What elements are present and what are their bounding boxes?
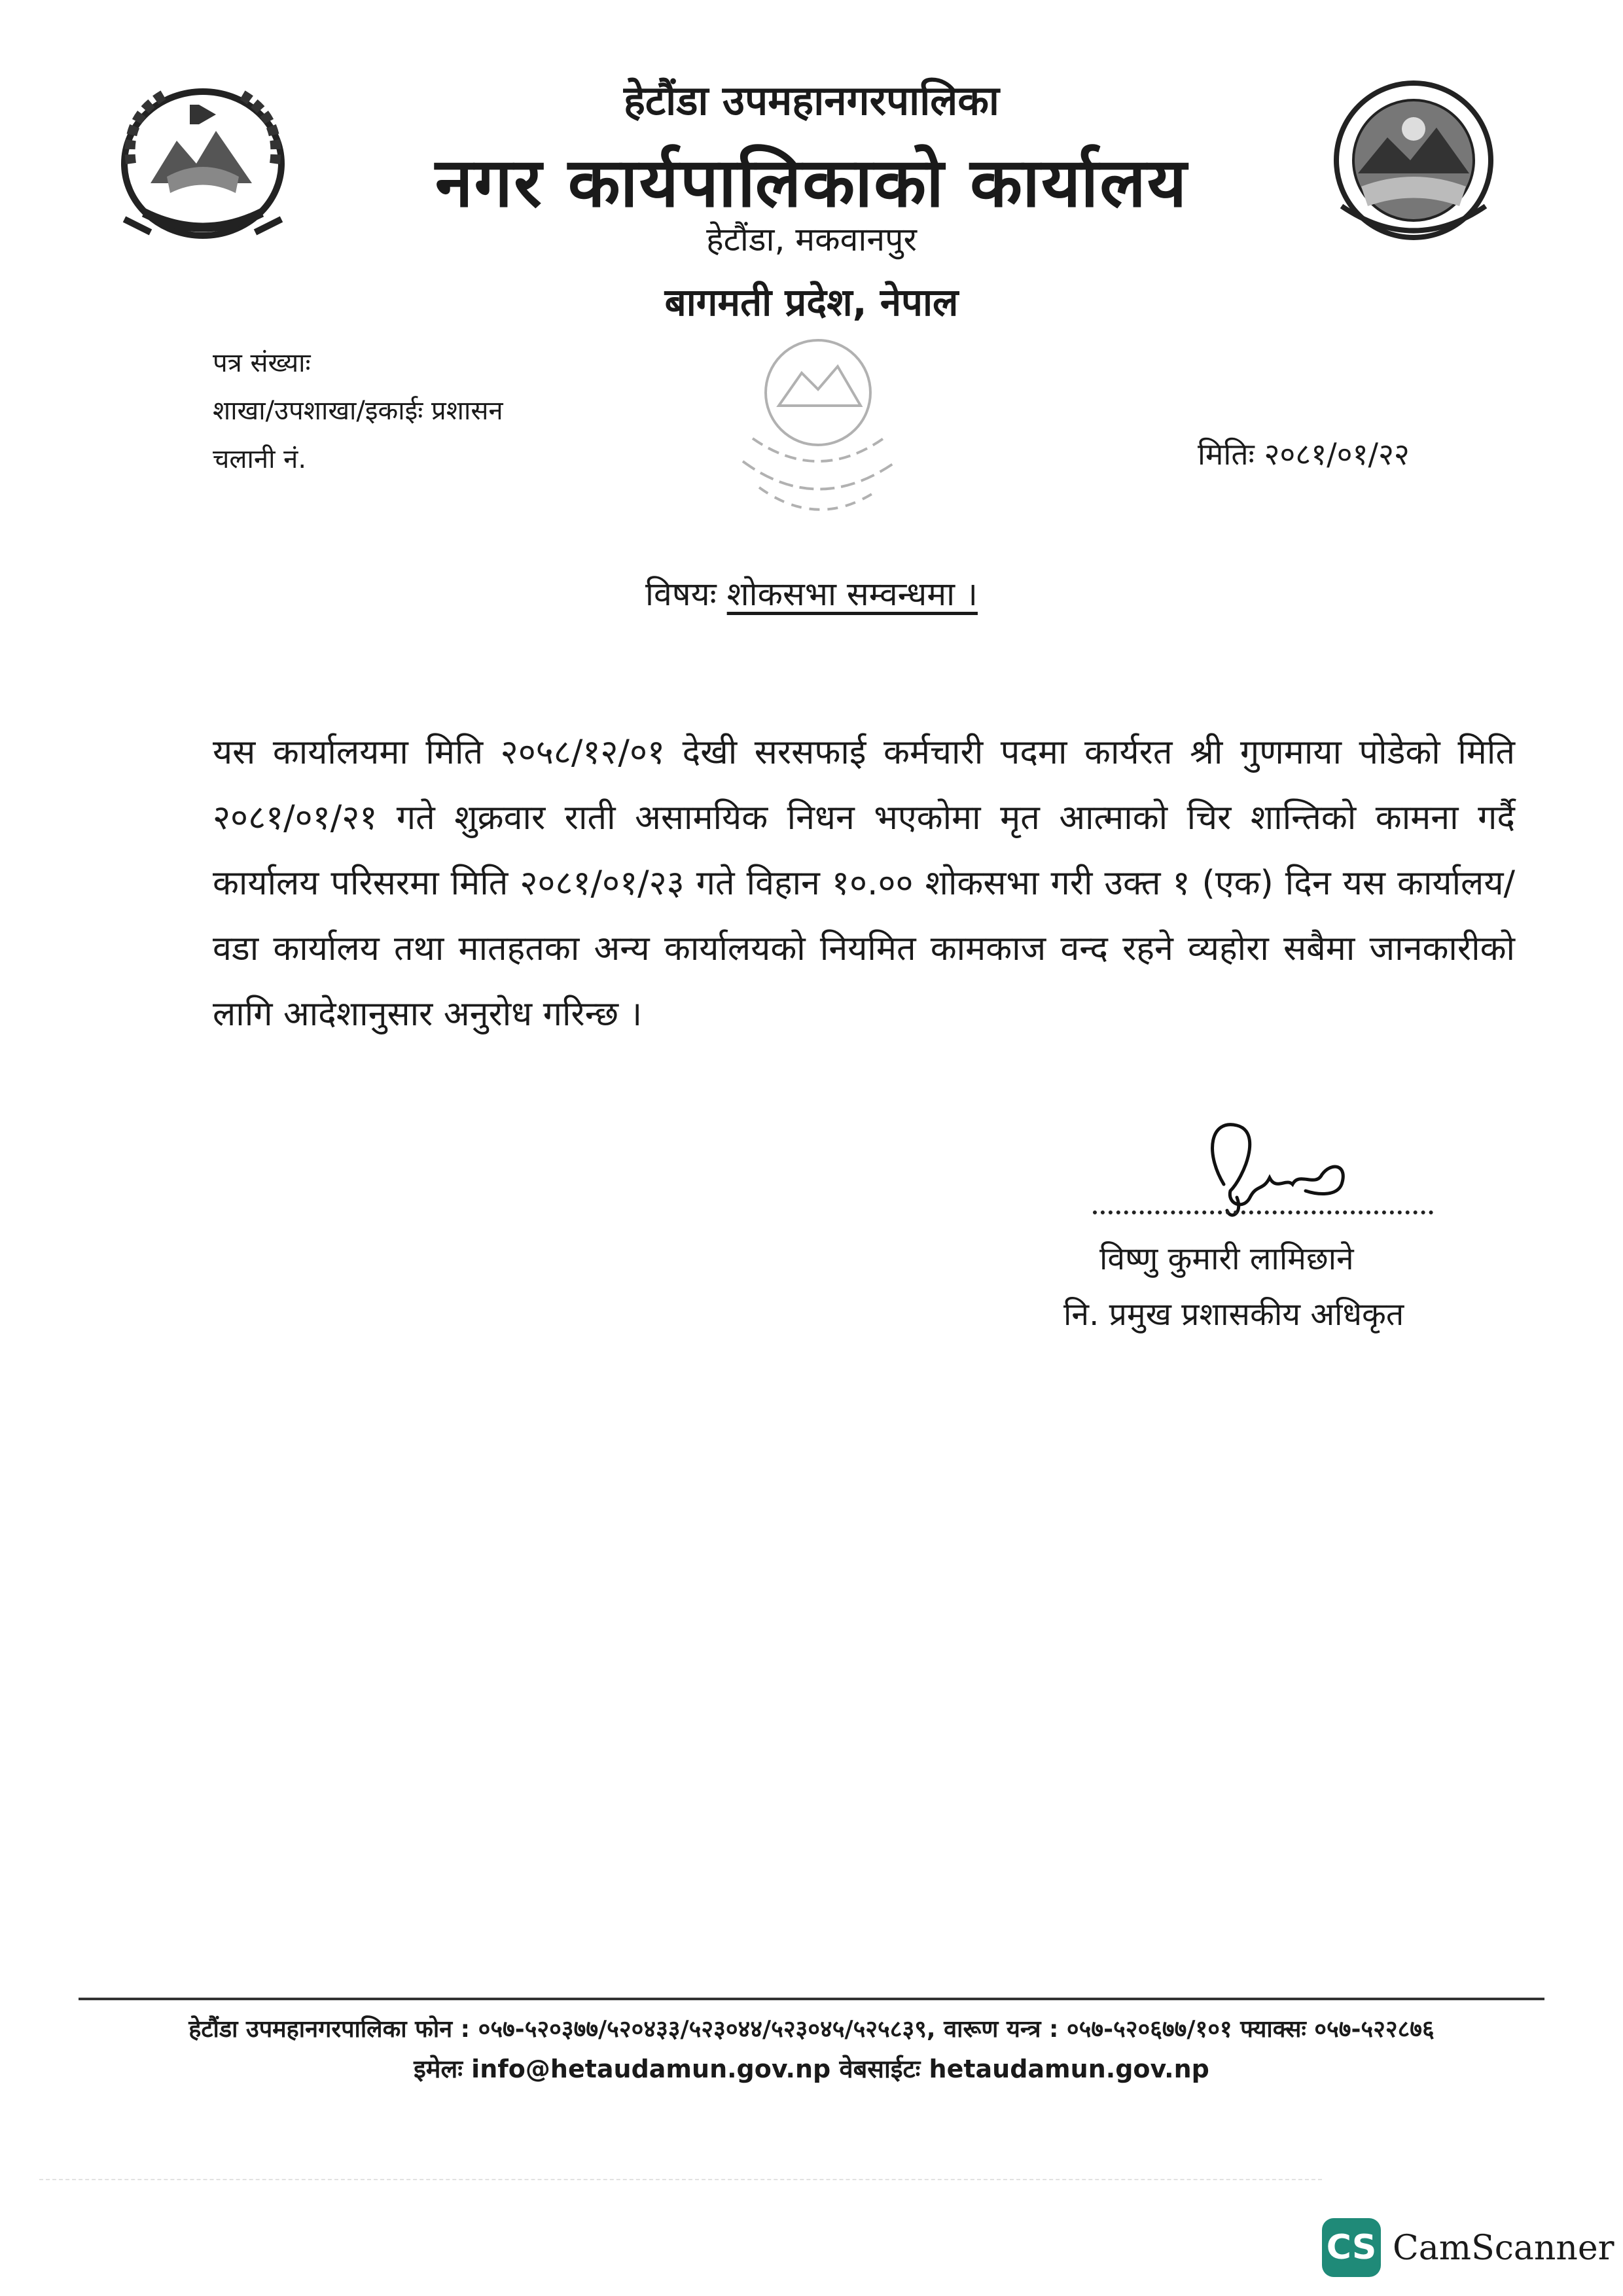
footer-contact: हेटौंडा उपमहानगरपालिका फोन : ०५७-५२०३७७/५२०४३३/५२३०४४/५२३०४५/५२५८३९, वारूण यन्त्र : ०५७-५२०६७७/१०१ फ्याक्सः ०५७-५२२८७६	[188, 2016, 1435, 2043]
office-name: नगर कार्यपालिकाको कार्यालय	[435, 143, 1188, 222]
signature-dotted-line	[1093, 1197, 1433, 1214]
subject-line	[0, 571, 1623, 615]
signer-title: नि. प्रमुख प्रशासकीय अधिकृत	[1063, 1296, 1404, 1333]
camscanner-logo-icon: CS	[1322, 2218, 1381, 2277]
dispatch-number: चलानी नं.	[213, 444, 307, 474]
letter-body: यस कार्यालयमा मिति २०५८/१२/०१ देखी सरसफाई कर्मचारी पदमा कार्यरत श्री गुणमाया पोडेको मिति २०८१/०१/२१ गते शुक्रवार राती असामयिक निधन भएकोमा मृत आत्माको चिर शान्तिको कामना गर्दै कार्यालय परिसरमा मिति २०८१/०१/२३ गते विहान १०.०० शोकसभा गरी उक्त १ (एक) दिन यस कार्यालय/वडा कार्यालय तथा मातहतका अन्य कार्यालयको नियमित कामकाज वन्द रहने व्यहोरा सबैमा जानकारीको लागि आदेशानुसार अनुरोध गरिन्छ ।	[213, 733, 1515, 1034]
signer-name: विष्णु कुमारी लामिछाने	[1099, 1241, 1354, 1277]
province: बागमती प्रदेश, नेपाल	[664, 280, 959, 325]
camscanner-label: CamScanner	[1393, 2229, 1614, 2268]
subject-text: शोकसभा सम्वन्धमा ।	[726, 575, 978, 613]
footer-web: इमेलः info@hetaudamun.gov.np वेबसाईटः hetaudamun.gov.np	[414, 2055, 1209, 2083]
org-name: हेटौंडा उपमहानगरपालिका	[623, 77, 999, 124]
letter-date: मितिः २०८१/०१/२२	[1198, 436, 1410, 472]
subject-label: विषयः	[645, 575, 717, 613]
camscanner-watermark	[1322, 2218, 1616, 2277]
address: हेटौंडा, मकवानपुर	[706, 221, 917, 258]
footer-divider	[79, 1998, 1544, 2000]
branch-unit: शाखा/उपशाखा/इकाईः प्रशासन	[213, 396, 503, 426]
letter-number: पत्र संख्याः	[213, 348, 311, 378]
page-edge-line	[39, 2179, 1322, 2180]
office-seal-stamp	[681, 321, 955, 537]
